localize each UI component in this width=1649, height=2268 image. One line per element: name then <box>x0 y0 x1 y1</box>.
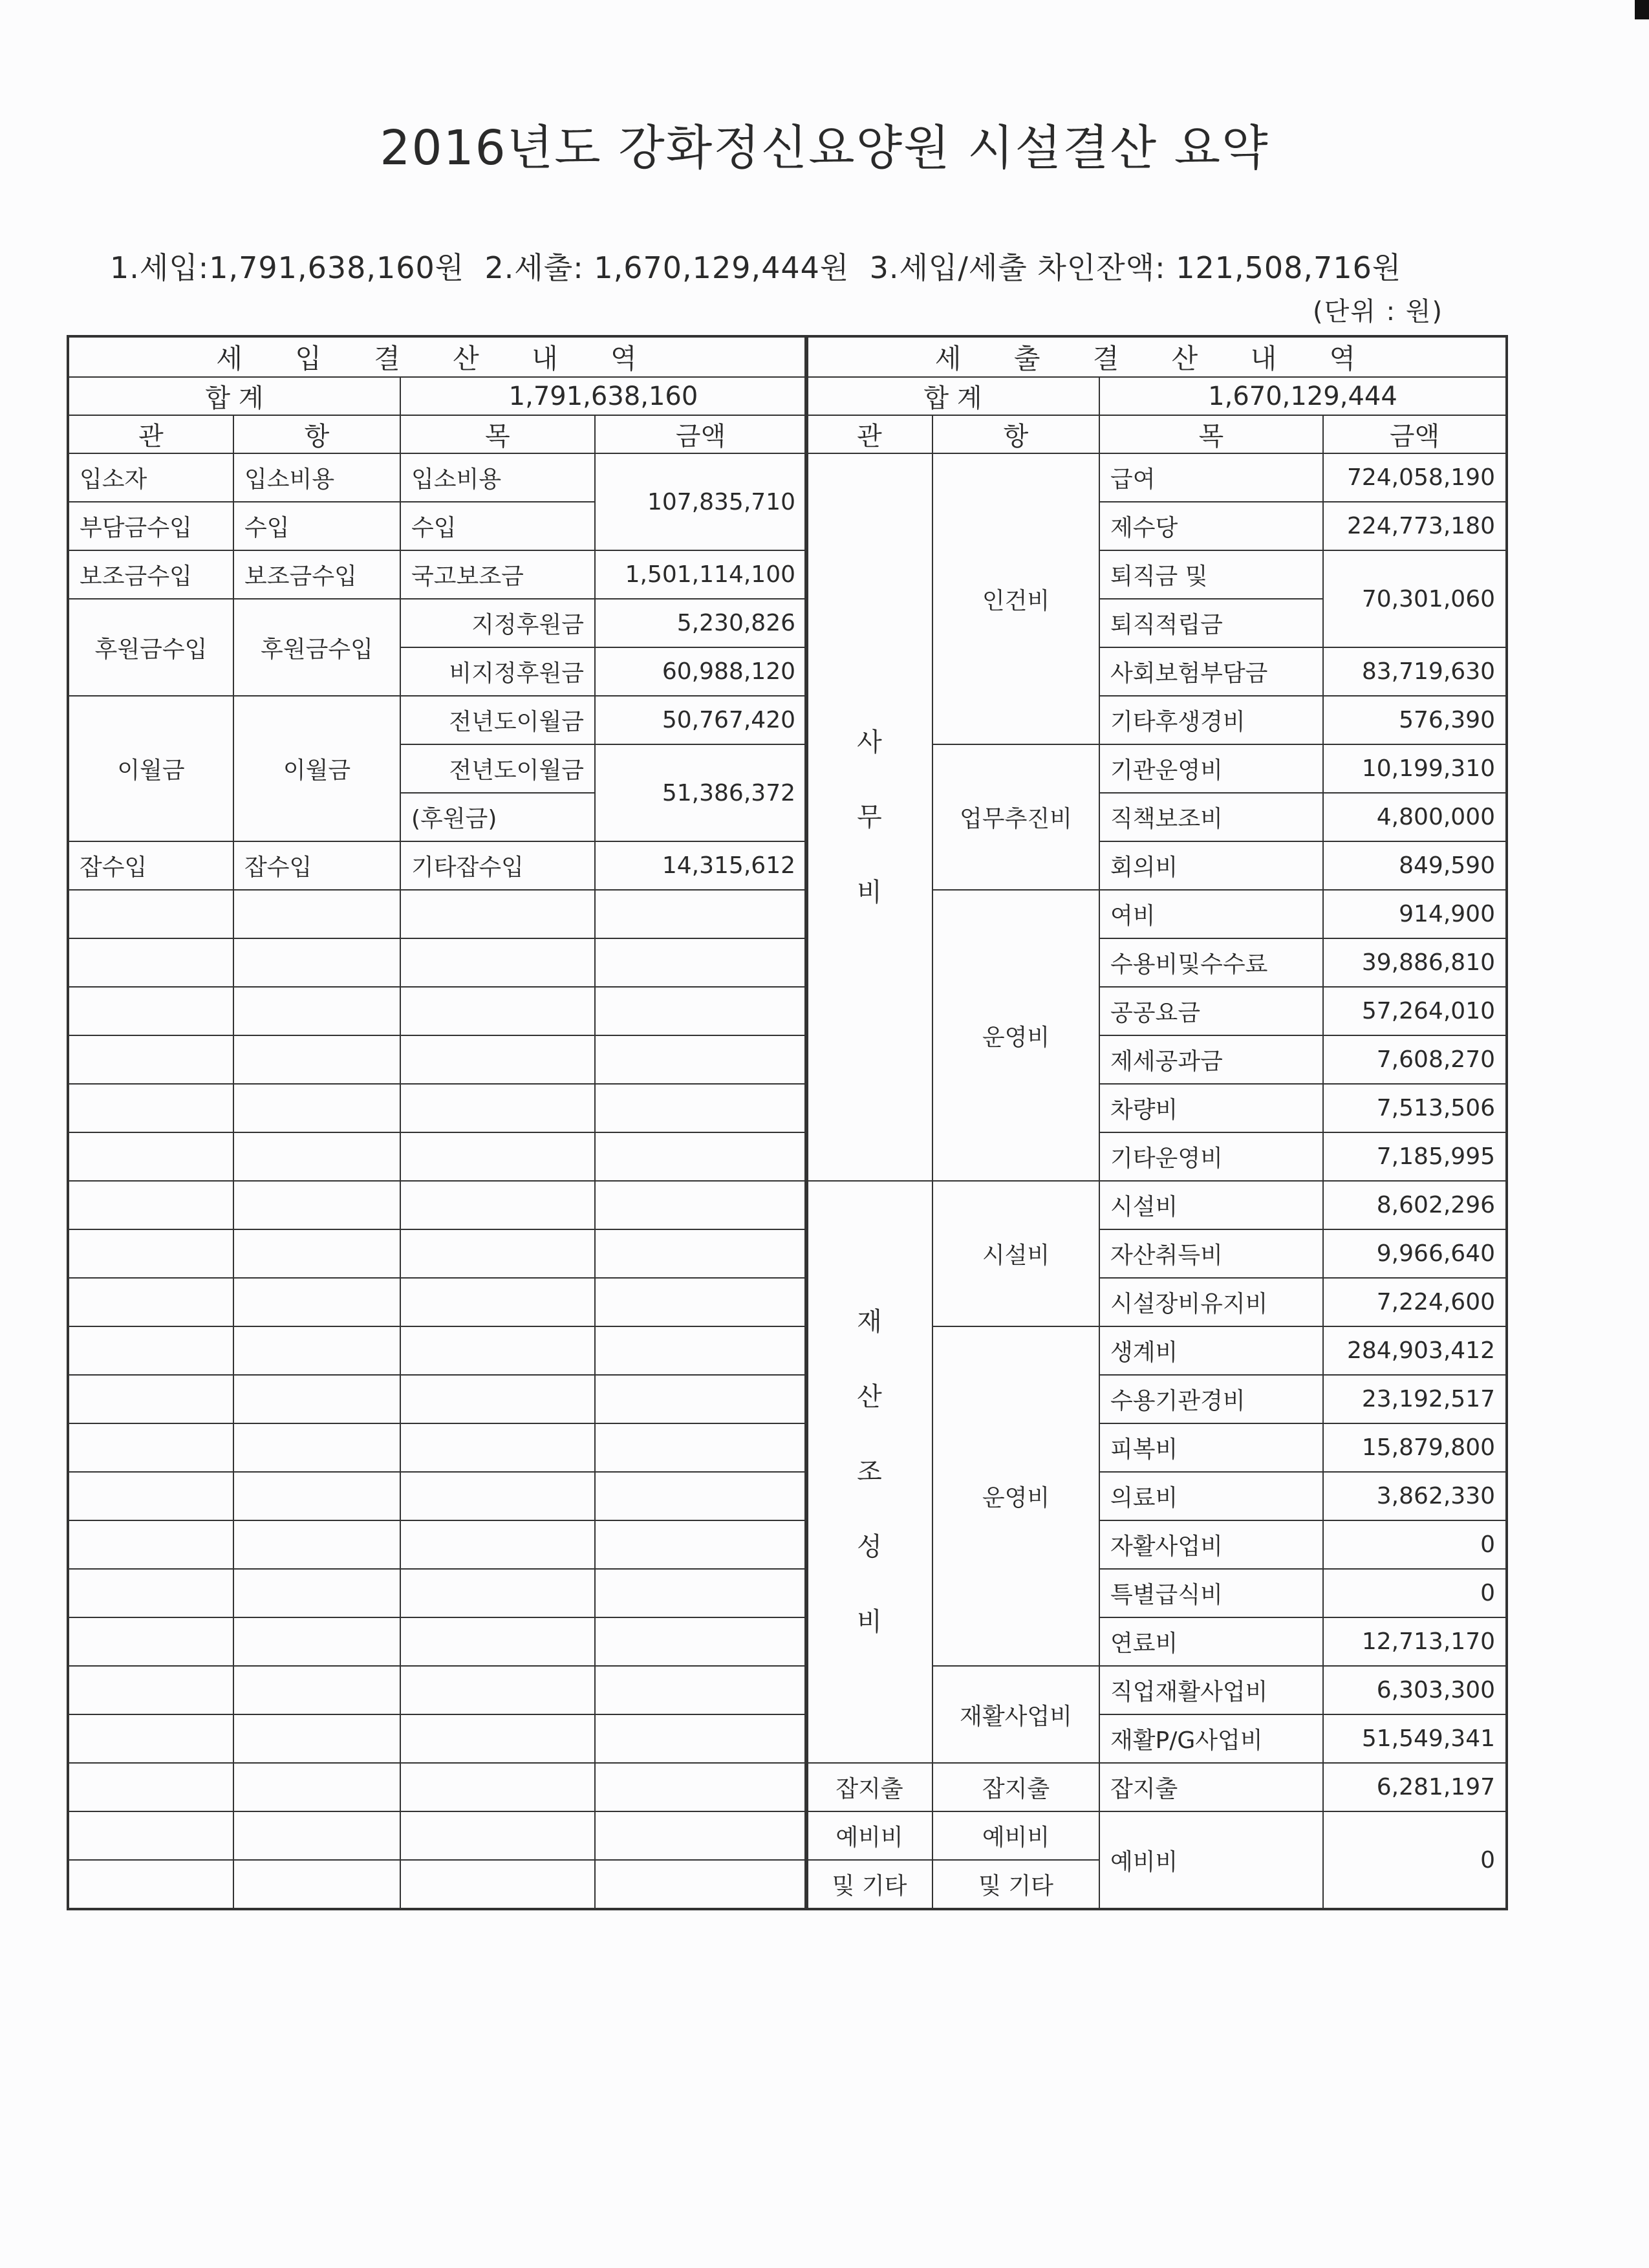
empty-cell <box>595 1229 807 1278</box>
cell-mok: 자산취득비 <box>1099 1229 1323 1278</box>
col-hang: 항 <box>932 415 1099 453</box>
hang-facility: 시설비 <box>932 1181 1099 1326</box>
cell-mok: 국고보조금 <box>400 550 595 599</box>
cell-mok: 생계비 <box>1099 1326 1323 1375</box>
empty-cell <box>233 1860 400 1909</box>
cell-hang: 및 기타 <box>932 1860 1099 1909</box>
cell-mok: 수용기관경비 <box>1099 1375 1323 1423</box>
empty-cell <box>233 1375 400 1423</box>
cell-amount: 51,549,341 <box>1323 1714 1507 1763</box>
cell-gwan: 및 기타 <box>806 1860 932 1909</box>
empty-cell <box>68 1617 233 1666</box>
cell-hang: 후원금수입 <box>233 599 400 696</box>
cell-gwan: 잡수입 <box>68 841 233 890</box>
cell-amount: 7,224,600 <box>1323 1278 1507 1326</box>
cell-amount: 70,301,060 <box>1323 550 1507 647</box>
empty-cell <box>400 1569 595 1617</box>
cell-mok: 기관운영비 <box>1099 744 1323 793</box>
empty-cell <box>68 1763 233 1811</box>
hang-operation-property: 운영비 <box>932 1326 1099 1666</box>
empty-cell <box>400 1666 595 1714</box>
empty-cell <box>233 1423 400 1472</box>
empty-cell <box>595 1617 807 1666</box>
empty-row <box>68 1035 807 1084</box>
empty-row <box>68 938 807 987</box>
cell-amount: 4,800,000 <box>1323 793 1507 841</box>
empty-cell <box>400 1763 595 1811</box>
empty-cell <box>400 1375 595 1423</box>
table-row <box>806 1763 1507 1811</box>
cell-amount: 0 <box>1323 1811 1507 1909</box>
empty-cell <box>400 1472 595 1520</box>
cell-amount: 7,513,506 <box>1323 1084 1507 1132</box>
empty-cell <box>400 987 595 1035</box>
empty-row <box>68 1472 807 1520</box>
cell-amount: 576,390 <box>1323 696 1507 744</box>
empty-row <box>68 1811 807 1860</box>
summary-balance: 3.세입/세출 차인잔액: 121,508,716원 <box>869 250 1402 285</box>
cell-amount: 3,862,330 <box>1323 1472 1507 1520</box>
cell-amount: 57,264,010 <box>1323 987 1507 1035</box>
empty-cell <box>400 890 595 938</box>
cell-amount: 0 <box>1323 1520 1507 1569</box>
empty-cell <box>233 1229 400 1278</box>
cell-amount: 107,835,710 <box>595 453 807 550</box>
empty-cell <box>233 1520 400 1569</box>
revenue-table <box>67 335 808 1910</box>
cell-mok: 전년도이월금 <box>400 744 595 793</box>
empty-cell <box>595 1181 807 1229</box>
expense-table <box>804 335 1508 1910</box>
empty-cell <box>68 1229 233 1278</box>
empty-row <box>68 1666 807 1714</box>
hang-rehab: 재활사업비 <box>932 1666 1099 1763</box>
empty-cell <box>400 1860 595 1909</box>
empty-row <box>68 1375 807 1423</box>
empty-cell <box>68 1520 233 1569</box>
empty-row <box>68 1423 807 1472</box>
empty-cell <box>68 1181 233 1229</box>
cell-gwan: 이월금 <box>68 696 233 841</box>
cell-mok: 제세공과금 <box>1099 1035 1323 1084</box>
empty-cell <box>68 1084 233 1132</box>
empty-row <box>68 1132 807 1181</box>
empty-cell <box>68 1132 233 1181</box>
table-row <box>806 1181 1507 1229</box>
cell-mok: 수용비및수수료 <box>1099 938 1323 987</box>
empty-cell <box>595 1569 807 1617</box>
revenue-total-label: 합 계 <box>68 377 400 415</box>
cell-mok: 입소비용 <box>400 453 595 502</box>
empty-cell <box>233 938 400 987</box>
page-title: 2016년도 강화정신요양원 시설결산 요약 <box>380 120 1269 176</box>
empty-row <box>68 1520 807 1569</box>
empty-cell <box>595 1763 807 1811</box>
summary-expense: 2.세출: 1,670,129,444원 <box>484 250 850 285</box>
empty-row <box>68 1763 807 1811</box>
empty-row <box>68 1617 807 1666</box>
empty-cell <box>595 1375 807 1423</box>
empty-cell <box>233 1472 400 1520</box>
cell-amount: 284,903,412 <box>1323 1326 1507 1375</box>
empty-cell <box>233 1569 400 1617</box>
empty-cell <box>595 1520 807 1569</box>
empty-cell <box>233 890 400 938</box>
empty-cell <box>400 1084 595 1132</box>
cell-hang: 이월금 <box>233 696 400 841</box>
empty-cell <box>68 987 233 1035</box>
empty-cell <box>68 1472 233 1520</box>
empty-cell <box>68 890 233 938</box>
hang-operation-office: 운영비 <box>932 890 1099 1181</box>
cell-mok: 시설장비유지비 <box>1099 1278 1323 1326</box>
revenue-total-amount: 1,791,638,160 <box>400 377 807 415</box>
empty-cell <box>233 1763 400 1811</box>
empty-cell <box>233 1326 400 1375</box>
empty-row <box>68 1181 807 1229</box>
empty-cell <box>233 1035 400 1084</box>
summary-revenue: 1.세입:1,791,638,160원 <box>110 250 465 285</box>
cell-mok: 퇴직금 및 <box>1099 550 1323 599</box>
cell-gwan: 예비비 <box>806 1811 932 1860</box>
cell-hang: 입소비용 <box>233 453 400 502</box>
expense-total-label: 합 계 <box>806 377 1099 415</box>
cell-mok: 직업재활사업비 <box>1099 1666 1323 1714</box>
empty-cell <box>68 1860 233 1909</box>
revenue-column-header <box>68 415 807 453</box>
empty-cell <box>595 1860 807 1909</box>
cell-mok: 기타잡수입 <box>400 841 595 890</box>
cell-mok: 피복비 <box>1099 1423 1323 1472</box>
empty-cell <box>595 1472 807 1520</box>
empty-cell <box>400 1229 595 1278</box>
cell-mok: 여비 <box>1099 890 1323 938</box>
empty-cell <box>400 1520 595 1569</box>
cell-amount: 60,988,120 <box>595 647 807 696</box>
cell-amount: 50,767,420 <box>595 696 807 744</box>
cell-amount: 7,608,270 <box>1323 1035 1507 1084</box>
col-gwan: 관 <box>806 415 932 453</box>
scan-edge-mark <box>1635 0 1649 19</box>
cell-amount: 224,773,180 <box>1323 502 1507 550</box>
summary-line <box>110 244 1401 287</box>
table-row <box>68 453 807 502</box>
col-hang: 항 <box>233 415 400 453</box>
empty-cell <box>595 1278 807 1326</box>
empty-row <box>68 890 807 938</box>
cell-amount: 0 <box>1323 1569 1507 1617</box>
cell-amount: 14,315,612 <box>595 841 807 890</box>
empty-cell <box>68 1811 233 1860</box>
empty-row <box>68 1714 807 1763</box>
cell-mok: 제수당 <box>1099 502 1323 550</box>
cell-gwan: 부담금수입 <box>68 502 233 550</box>
cell-mok: 예비비 <box>1099 1811 1323 1909</box>
cell-mok: 의료비 <box>1099 1472 1323 1520</box>
empty-cell <box>233 1132 400 1181</box>
empty-cell <box>595 1326 807 1375</box>
table-row <box>806 1811 1507 1860</box>
empty-cell <box>595 890 807 938</box>
revenue-heading: 세 입 결 산 내 역 <box>68 336 807 377</box>
empty-cell <box>595 1423 807 1472</box>
empty-row <box>68 987 807 1035</box>
cell-hang: 보조금수입 <box>233 550 400 599</box>
empty-row <box>68 1278 807 1326</box>
empty-cell <box>400 1035 595 1084</box>
empty-cell <box>400 1181 595 1229</box>
empty-cell <box>400 1423 595 1472</box>
col-mok: 목 <box>1099 415 1323 453</box>
cell-mok: 사회보험부담금 <box>1099 647 1323 696</box>
table-row <box>68 550 807 599</box>
empty-cell <box>400 938 595 987</box>
gwan-office-expense: 사 무 비 <box>806 453 932 1181</box>
empty-row <box>68 1326 807 1375</box>
empty-row <box>68 1860 807 1909</box>
hang-personnel: 인건비 <box>932 453 1099 744</box>
cell-amount: 10,199,310 <box>1323 744 1507 793</box>
cell-amount: 9,966,640 <box>1323 1229 1507 1278</box>
cell-amount: 914,900 <box>1323 890 1507 938</box>
empty-cell <box>595 1666 807 1714</box>
empty-cell <box>595 938 807 987</box>
empty-cell <box>68 1278 233 1326</box>
cell-amount: 12,713,170 <box>1323 1617 1507 1666</box>
empty-cell <box>400 1326 595 1375</box>
empty-row <box>68 1084 807 1132</box>
cell-gwan: 보조금수입 <box>68 550 233 599</box>
empty-cell <box>68 1569 233 1617</box>
cell-mok: 회의비 <box>1099 841 1323 890</box>
empty-cell <box>233 1181 400 1229</box>
expense-total-amount: 1,670,129,444 <box>1099 377 1507 415</box>
unit-note: (단위 : 원) <box>1313 297 1444 327</box>
empty-cell <box>233 987 400 1035</box>
empty-cell <box>233 1278 400 1326</box>
empty-cell <box>233 1666 400 1714</box>
cell-gwan: 입소자 <box>68 453 233 502</box>
cell-amount: 15,879,800 <box>1323 1423 1507 1472</box>
cell-mok: 시설비 <box>1099 1181 1323 1229</box>
empty-cell <box>595 987 807 1035</box>
cell-mok: 재활P/G사업비 <box>1099 1714 1323 1763</box>
cell-amount: 1,501,114,100 <box>595 550 807 599</box>
col-mok: 목 <box>400 415 595 453</box>
cell-mok: 전년도이월금 <box>400 696 595 744</box>
cell-mok: 비지정후원금 <box>400 647 595 696</box>
cell-amount: 849,590 <box>1323 841 1507 890</box>
empty-cell <box>233 1617 400 1666</box>
expense-column-header <box>806 415 1507 453</box>
empty-cell <box>233 1811 400 1860</box>
revenue-empty-rows <box>68 890 807 1909</box>
empty-cell <box>595 1132 807 1181</box>
cell-gwan: 잡지출 <box>806 1763 932 1811</box>
cell-mok: 자활사업비 <box>1099 1520 1323 1569</box>
empty-cell <box>68 1714 233 1763</box>
col-amount: 금액 <box>595 415 807 453</box>
cell-amount: 6,303,300 <box>1323 1666 1507 1714</box>
table-row <box>68 696 807 744</box>
empty-cell <box>68 1666 233 1714</box>
cell-mok: 기타후생경비 <box>1099 696 1323 744</box>
hang-business: 업무추진비 <box>932 744 1099 890</box>
empty-cell <box>233 1714 400 1763</box>
cell-hang: 수입 <box>233 502 400 550</box>
empty-cell <box>68 1423 233 1472</box>
cell-amount: 5,230,826 <box>595 599 807 647</box>
empty-cell <box>595 1084 807 1132</box>
table-row <box>68 841 807 890</box>
cell-amount: 23,192,517 <box>1323 1375 1507 1423</box>
cell-mok: 공공요금 <box>1099 987 1323 1035</box>
cell-amount: 8,602,296 <box>1323 1181 1507 1229</box>
table-row <box>806 453 1507 502</box>
gwan-property-expense: 재 산 조 성 비 <box>806 1181 932 1763</box>
empty-cell <box>68 1375 233 1423</box>
cell-mok: 직책보조비 <box>1099 793 1323 841</box>
empty-cell <box>595 1714 807 1763</box>
empty-row <box>68 1569 807 1617</box>
cell-mok: 지정후원금 <box>400 599 595 647</box>
cell-mok: 수입 <box>400 502 595 550</box>
empty-cell <box>595 1035 807 1084</box>
cell-gwan: 후원금수입 <box>68 599 233 696</box>
empty-cell <box>400 1714 595 1763</box>
cell-amount: 39,886,810 <box>1323 938 1507 987</box>
cell-hang: 예비비 <box>932 1811 1099 1860</box>
empty-cell <box>68 1326 233 1375</box>
cell-hang: 잡지출 <box>932 1763 1099 1811</box>
empty-cell <box>68 1035 233 1084</box>
cell-mok: 차량비 <box>1099 1084 1323 1132</box>
cell-amount: 7,185,995 <box>1323 1132 1507 1181</box>
empty-cell <box>400 1132 595 1181</box>
col-gwan: 관 <box>68 415 233 453</box>
expense-heading: 세 출 결 산 내 역 <box>806 336 1507 377</box>
empty-cell <box>400 1278 595 1326</box>
cell-mok: 퇴직적립금 <box>1099 599 1323 647</box>
empty-cell <box>68 938 233 987</box>
empty-cell <box>595 1811 807 1860</box>
table-row <box>68 599 807 647</box>
empty-row <box>68 1229 807 1278</box>
cell-amount: 6,281,197 <box>1323 1763 1507 1811</box>
cell-mok: 연료비 <box>1099 1617 1323 1666</box>
empty-cell <box>233 1084 400 1132</box>
cell-amount: 83,719,630 <box>1323 647 1507 696</box>
cell-mok: 급여 <box>1099 453 1323 502</box>
cell-mok: 잡지출 <box>1099 1763 1323 1811</box>
cell-hang: 잡수입 <box>233 841 400 890</box>
empty-cell <box>400 1617 595 1666</box>
cell-mok: 특별급식비 <box>1099 1569 1323 1617</box>
cell-amount: 724,058,190 <box>1323 453 1507 502</box>
empty-cell <box>400 1811 595 1860</box>
col-amount: 금액 <box>1323 415 1507 453</box>
cell-amount: 51,386,372 <box>595 744 807 841</box>
cell-mok: 기타운영비 <box>1099 1132 1323 1181</box>
cell-mok: (후원금) <box>400 793 595 841</box>
